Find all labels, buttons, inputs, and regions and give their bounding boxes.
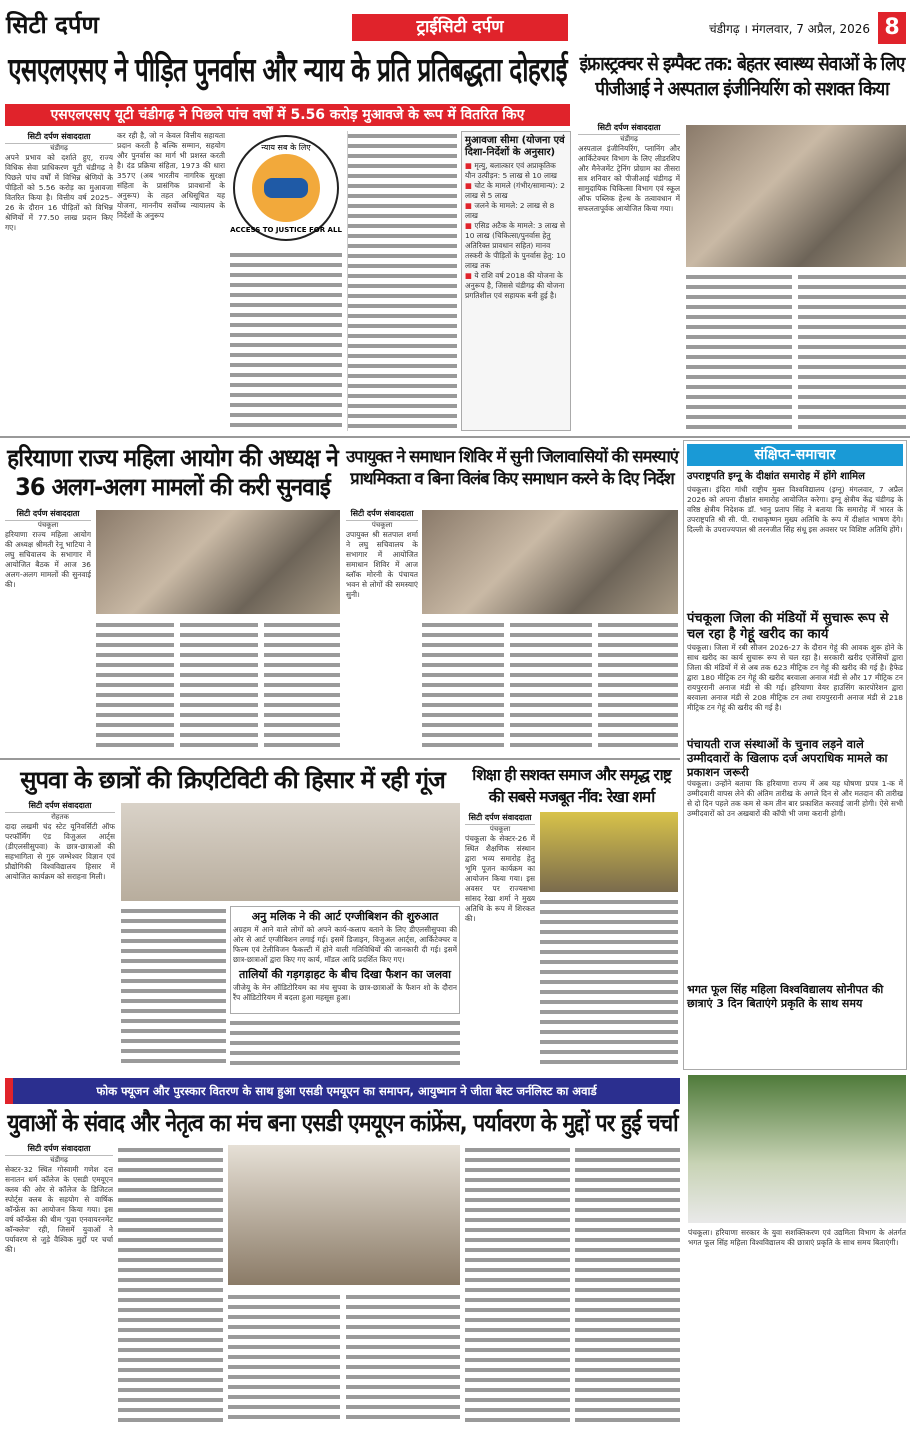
- article-text-continued: [96, 620, 174, 752]
- sdmun-photo: [228, 1145, 460, 1285]
- article-text: सेक्टर-32 स्थित गोस्वामी गणेश दत्त सनातन धर्म कॉलेज के एसडी एमयूएन क्लब की ओर से कॉलेज के डिजिटल स्पोर्ट्स क्लब के सहयोग से वार्षिक कॉन्फ्रेंस का आयोजन किया गया। इस वर्ष कॉन्फ्रेंस की थीम 'युवा एनवायरनमेंट कॉन्क्लेव' रही, जिसमें युवाओं ने पर्यावरण से जुड़े वैश्विक मुद्दों पर चर्चा की।: [5, 1165, 113, 1254]
- brief-headline: पंचायती राज संस्थाओं के चुनाव लड़ने वाले उम्मीदवारों के खिलाफ दर्ज अपराधिक मामले का प्रकाशन जरूरी: [687, 737, 888, 779]
- sdmun-column: [5, 1143, 113, 1435]
- haryana-headline: हरियाणा राज्य महिला आयोग की अध्यक्ष ने 36 अलग-अलग मामलों की करी सुनवाई: [7, 444, 338, 501]
- article-text-continued: [510, 620, 592, 752]
- dateline-place: चंडीगढ़: [620, 135, 638, 143]
- sidebar-item: ■ चोट के मामले (गंभीर/सामान्य): 2 लाख से 5 लाख: [465, 181, 565, 200]
- supva-headline: सुपवा के छात्रों की क्रिएटिविटी की हिसार में रही गूंज: [20, 766, 445, 794]
- dateline-place: चंडीगढ़: [50, 144, 68, 152]
- article-text-continued: [347, 131, 457, 431]
- rekha-column: [465, 812, 535, 1074]
- article-text-continued: [575, 1145, 680, 1425]
- brief-text: पंचकूला। उन्होंने बताया कि हरियाणा राज्य में अब यह घोषणा प्रपत्र 1-क में उम्मीदवारी वापस लेने की अंतिम तारीख के अगले दिन से और मतदान की तारीख से दो दिन पहले तक कम से कम तीन बार प्रकाशित करवाई जानी होगी। ऐसे सभी उम्मीदवारों को उन अखबारों की कॉपी भी जमा करानी होगी।: [687, 779, 903, 818]
- art-exhibition-box: [230, 906, 460, 1014]
- compensation-sidebar: [461, 131, 571, 431]
- byline: सिटी दर्पण संवाददाता: [5, 508, 91, 521]
- haryana-column: [5, 508, 91, 760]
- section-title: ट्राईसिटी दर्पण: [352, 14, 568, 41]
- sidebar-item: ■ जलने के मामले: 2 लाख से 8 लाख: [465, 201, 555, 220]
- logo-text: ACCESS TO JUSTICE FOR ALL: [230, 226, 342, 234]
- dateline-place: पंचकूला: [489, 825, 511, 833]
- banner-accent: [5, 1078, 13, 1104]
- logo-top-text: न्याय सब के लिए: [261, 143, 311, 152]
- brief-text: पंचकूला। इंदिरा गांधी राष्ट्रीय मुक्त विश्वविद्यालय (इग्नू) मंगलवार, 7 अप्रैल 2026 को अपना दीक्षांत समारोह आयोजित करेगा। इग्नू क्षेत्रीय केंद्र चंडीगढ़ के वरिष्ठ क्षेत्रीय निदेशक डॉ. भानु प्रताप सिंह ने बताया कि समारोह में भारत के उपराष्ट्रपति श्री सी. पी. राधाकृष्णन मुख्य अतिथि के रूप में दीक्षांत भाषण देंगे। दिल्ली के उपराज्यपाल श्री तरनजीत सिंह संधू इस अवसर पर विशिष्ट अतिथि होंगे।: [687, 485, 903, 534]
- sidebar-item: ■ एसिड अटैक के मामले: 3 लाख से 10 लाख (चिकित्सा/पुनर्वास हेतु अतिरिक्त प्रावधान सहित) मानव तस्करी के पीड़ितों के पुनर्वास हेतु: 10 लाख तक: [465, 221, 566, 270]
- box-headline: अनु मलिक ने की आर्ट एग्जीबिशन की शुरुआत: [251, 910, 439, 923]
- students-photo: [688, 1075, 906, 1223]
- byline: सिटी दर्पण संवाददाता: [346, 508, 418, 521]
- brief-headline: उपराष्ट्रपति इग्नू के दीक्षांत समारोह में होंगे शामिल: [687, 471, 865, 482]
- dateline-place: पंचकूला: [371, 521, 393, 529]
- lead-column-1: [5, 131, 113, 433]
- sidebar-item-text: जलने के मामले: 2 लाख से 8 लाख: [465, 201, 555, 220]
- dateline-place: रोहतक: [51, 813, 69, 821]
- lead-headline: एसएलएसए ने पीड़ित पुनर्वास और न्याय के प्रति प्रतिबद्धता दोहराई: [8, 50, 567, 89]
- article-text-continued: [540, 897, 678, 1065]
- article-text: उपायुक्त श्री सतपाल शर्मा ने लघु सचिवालय के सभागार में आयोजित समाधान शिविर में आज ब्लॉक मोरनी के पंचायत भवन से लोगों की समस्याएं सुनी।: [346, 530, 418, 599]
- pgi-photo: [686, 125, 906, 267]
- divider: [0, 436, 910, 438]
- byline: सिटी दर्पण संवाददाता: [465, 812, 535, 825]
- article-text-continued: [264, 620, 340, 752]
- sidebar-item-text: एसिड अटैक के मामले: 3 लाख से 10 लाख (चिकित्सा/पुनर्वास हेतु अतिरिक्त प्रावधान सहित) मानव तस्करी के पीड़ितों के पुनर्वास हेतु: 10 लाख तक: [465, 221, 566, 270]
- sidebar-item-text: चोट के मामले (गंभीर/सामान्य): 2 लाख से 5 लाख: [465, 181, 565, 200]
- article-text-continued: [798, 272, 906, 430]
- article-text-continued: [180, 620, 258, 752]
- article-text-continued: [228, 1292, 340, 1425]
- sdmun-headline: युवाओं के संवाद और नेतृत्व का मंच बना एसडी एमयूएन कांफ्रेंस, पर्यावरण के मुद्दों पर हुई चर्चा: [7, 1109, 678, 1137]
- sidebar-item: ■ ये राशि वर्ष 2018 की योजना के अनुरूप है, जिससे चंडीगढ़ की योजना प्रगतिशील एवं सहायक बनी हुई है।: [465, 271, 565, 300]
- article-text-continued: [422, 620, 504, 752]
- lead-subheadline: एसएलएसए यूटी चंडीगढ़ ने पिछले पांच वर्षों में 5.56 करोड़ मुआवजे के रूप में वितरित किए: [5, 104, 570, 126]
- brief-headline: भगत फूल सिंह महिला विश्वविद्यालय सोनीपत की छात्राएं 3 दिन बिताएंगे प्रकृति के साथ समय: [687, 983, 884, 1010]
- dateline-place: पंचकूला: [37, 521, 59, 529]
- page-number: 8: [878, 12, 906, 44]
- rekha-headline: शिक्षा ही सशक्त समाज और समृद्ध राष्ट्र की सबसे मजबूत नींव: रेखा शर्मा: [472, 766, 671, 806]
- article-text-continued: [346, 1292, 460, 1425]
- article-text: पंचकूला के सेक्टर-26 में स्थित शैक्षणिक संस्थान द्वारा भव्य समारोह हेतु भूमि पूजन कार्यक्रम का आयोजन किया गया। इस अवसर पर राज्यसभा सांसद रेखा शर्मा ने मुख्य अतिथि के रूप में शिरकत की।: [465, 834, 535, 923]
- article-text: कर रही है, जो न केवल वित्तीय सहायता प्रदान करती है बल्कि सम्मान, सहयोग और पुनर्वास का मार्ग भी प्रशस्त करती है। दंड प्रक्रिया संहिता, 1973 की धारा 357ए (अब भारतीय नागरिक सुरक्षा संहिता के प्रासंगिक प्रावधानों के अनुरूप) के तहत अधिसूचित यह योजना, माननीय सर्वोच्च न्यायालय के निर्देशों के अनुरूप: [117, 131, 225, 220]
- pgi-headline: इंफ्रास्ट्रक्चर से इम्पैक्ट तक: बेहतर स्वास्थ्य सेवाओं के लिए पीजीआई ने अस्पताल इंजीनियरिंग को सशक्त किया: [579, 53, 905, 100]
- box-headline: तालियों की गड़गड़ाहट के बीच दिखा फैशन का जलवा: [238, 968, 452, 981]
- supva-photo: [121, 803, 460, 901]
- sidebar-item-text: मृत्यु, बलात्कार एवं अप्राकृतिक यौन उत्पीड़न: 5 लाख से 10 लाख: [465, 161, 557, 180]
- sidebar-item: ■ मृत्यु, बलात्कार एवं अप्राकृतिक यौन उत्पीड़न: 5 लाख से 10 लाख: [465, 161, 557, 180]
- box-text: जीजेयू के मेन ऑडिटोरियम का मंच सुपवा के छात्र-छात्राओं के फैशन शो के दौरान रैंप ऑडिटोरियम में बदला हुआ महसूस हुआ।: [233, 983, 457, 1002]
- article-text: पंचकूला। हरियाणा सरकार के युवा सशक्तिकरण एवं उद्यमिता विभाग के अंतर्गत भगत फूल सिंह महिला विश्वविद्यालय की छात्राएं प्रकृति के साथ समय बिताएंगी।: [688, 1228, 906, 1247]
- sdmun-banner: फोक फ्यूजन और पुरस्कार वितरण के साथ हुआ एसडी एमयूएन का समापन, आयुष्मान ने जीता बेस्ट जर्नलिस्ट का अवार्ड: [13, 1078, 680, 1104]
- article-text: अपने प्रभाव को दर्शाते हुए, राज्य विधिक सेवा प्राधिकरण यूटी चंडीगढ़ ने पिछले पांच वर्षों में विभिन्न श्रेणियों के पीड़ितों को 5.56 करोड़ का मुआवजा वितरित किया है। वित्तीय वर्ष 2025–26 के दौरान 16 पीड़ितों को विभिन्न श्रेणियों में 77.50 लाख प्रदान किए गए।: [5, 153, 113, 232]
- article-text: हरियाणा राज्य महिला आयोग की अध्यक्ष श्रीमती रेनू भाटिया ने लघु सचिवालय के सभागार में आयोजित बैठक में आज 36 अलग-अलग मामलों की सुनवाई की।: [5, 530, 91, 589]
- byline: सिटी दर्पण संवाददाता: [5, 1143, 113, 1156]
- dateline-place: चंडीगढ़: [50, 1156, 68, 1164]
- article-text-continued: [230, 250, 342, 430]
- article-text-continued: [230, 1018, 460, 1066]
- article-text-continued: [598, 620, 678, 752]
- brief-title: संक्षिप्त-समाचार: [687, 444, 903, 466]
- article-text-continued: [121, 906, 226, 1066]
- article-text: अस्पताल इंजीनियरिंग, प्लानिंग और आर्किटेक्चर विभाग के लिए लीडरशिप और मैनेजमेंट ट्रेनिंग प्रोग्राम का तीसरा सत्र शनिवार को पीजीआई चंडीगढ़ में सामुदायिक चिकित्सा विभाग एवं स्कूल ऑफ पब्लिक हेल्थ के तत्वावधान में सफलतापूर्वक आयोजित किया गया।: [578, 144, 680, 213]
- article-text-continued: [686, 272, 792, 430]
- box-text: अग्रहम में आने वाले लोगों को अपने कार्य-कलाप बताने के लिए डीएलसीसुपवा की ओर से आर्ट एग्जीबिशन लगाई गई। इसमें डिजाइन, विजुअल आर्ट्स, आर्किटेक्चर व फिल्म एवं टेलीविजन फैकल्टी में होने वाली गतिविधियों की जानकारी दी गई। इसमें छात्र-छात्राओं द्वारा किए गए कार्य, मॉडल आदि प्रदर्शित किए गए।: [233, 925, 457, 964]
- article-text: दादा लखमी चंद स्टेट यूनिवर्सिटी ऑफ परफॉर्मिंग एंड विजुअल आर्ट्स (डीएलसीसुपवा) के छात्र-छात्राओं की सहभागिता से गुरु जम्भेश्वर विज्ञान एवं प्रौद्योगिकी विश्वविद्यालय हिसार में आयोजित कार्यक्रम को सराहना मिली।: [5, 822, 115, 881]
- sidebar-title: मुआवजा सीमा (योजना एवं दिशा-निर्देशों के अनुसार): [465, 135, 565, 158]
- byline: सिटी दर्पण संवाददाता: [5, 800, 115, 813]
- byline: सिटी दर्पण संवाददाता: [578, 122, 680, 135]
- article-text-continued: [118, 1145, 223, 1425]
- divider: [0, 758, 680, 760]
- brief-text: पंचकूला। जिला में रबी सीजन 2026-27 के दौरान गेहूं की आवक शुरू होने के साथ खरीद का कार्य सुचारू रूप से चल रहा है। सरकारी खरीद एजेंसियों द्वारा जिला की मंडियों में से अब तक 623 मीट्रिक टन गेहूं की खरीद की गई है। हैफेड द्वारा 180 मीट्रिक टन गेहूं की खरीद बरवाला अनाज मंडी से और 17 मीट्रिक टन रायपुररानी अनाज मंडी से की गई। हरियाणा वेयर हाउसिंग कारपोरेशन द्वारा बरवाला अनाज मंडी से 208 मीट्रिक टन तथा रायपुररानी अनाज मंडी से 218 मीट्रिक टन गेहूं की खरीद की गई है।: [687, 643, 903, 712]
- dateline: चंडीगढ़ । मंगलवार, 7 अप्रैल, 2026: [709, 22, 870, 36]
- access-to-justice-logo: [230, 132, 342, 244]
- newspaper-logo: सिटी दर्पण: [6, 11, 99, 39]
- rekha-photo: [540, 812, 678, 892]
- brief-headline: पंचकूला जिला की मंडियों में सुचारू रूप से चल रहा है गेहूं खरीद का कार्य: [687, 611, 889, 642]
- article-text-continued: [465, 1145, 570, 1425]
- pgi-column: [578, 122, 680, 434]
- camp-headline: उपायुक्त ने समाधान शिविर में सुनी जिलावासियों की समस्याएं प्राथमिकता व बिना विलंब किए समाधान करने के दिए निर्देश: [346, 447, 678, 488]
- brief-news-column: [683, 440, 907, 1070]
- haryana-photo: [96, 510, 340, 614]
- byline: सिटी दर्पण संवाददाता: [5, 131, 113, 144]
- camp-photo: [422, 510, 678, 614]
- sidebar-item-text: ये राशि वर्ष 2018 की योजना के अनुरूप है, जिससे चंडीगढ़ की योजना प्रगतिशील एवं सहायक बनी हुई है।: [465, 271, 565, 300]
- supva-column: [5, 800, 115, 1072]
- camp-column: [346, 508, 418, 760]
